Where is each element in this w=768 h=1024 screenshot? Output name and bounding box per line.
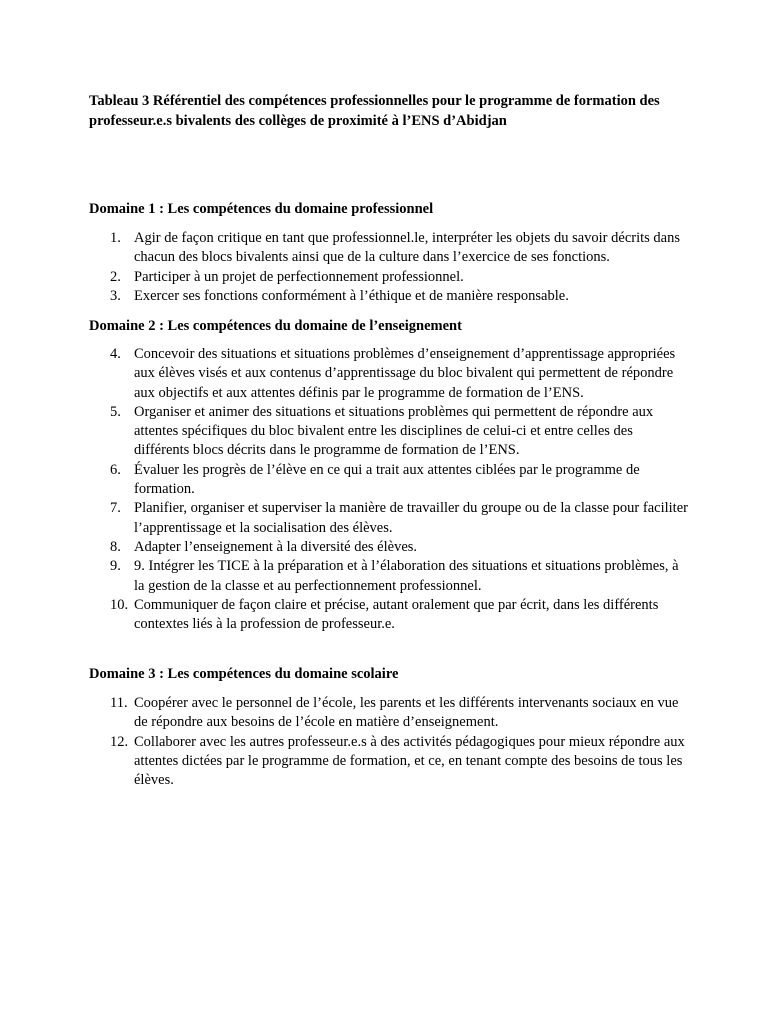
table-title: Tableau 3 Référentiel des compétences professionnelles pour le programme de formation des professeur.e.s bivalents des collèges de proximité à l’ENS d’Abidjan	[89, 93, 660, 129]
list-item	[0, 268, 768, 287]
item-text: Participer à un projet de perfectionnement professionnel.	[134, 268, 464, 285]
domain-1-heading: Domaine 1 : Les compétences du domaine professionnel	[89, 201, 434, 217]
item-number: 4.	[110, 346, 121, 362]
item-text: Adapter l’enseignement à la diversité des élèves.	[134, 538, 418, 555]
item-number: 11.	[110, 695, 128, 711]
list-item	[0, 403, 768, 461]
item-number: 1.	[110, 230, 121, 246]
list-item	[0, 596, 768, 635]
list-item	[0, 461, 768, 500]
item-text: Coopérer avec le personnel de l’école, les parents et les différents intervenants sociaux en vue de répondre aux besoins de l’école en matière d’enseignement.	[134, 695, 679, 731]
domain-1-list	[0, 229, 768, 306]
item-text: Évaluer les progrès de l’élève en ce qui a trait aux attentes ciblées par le programme de formation.	[134, 461, 640, 498]
item-number: 2.	[110, 268, 121, 285]
item-number: 9.	[110, 558, 121, 575]
list-item	[0, 557, 768, 596]
item-text: Exercer ses fonctions conformément à l’éthique et de manière responsable.	[134, 287, 569, 304]
list-item	[0, 287, 768, 306]
list-item	[0, 538, 768, 557]
domain-3-list	[0, 694, 768, 790]
item-number: 6.	[110, 461, 121, 478]
domain-2-heading: Domaine 2 : Les compétences du domaine de l’enseignement	[89, 318, 462, 334]
item-text: Concevoir des situations et situations problèmes d’enseignement d’apprentissage appropriées aux élèves visés et aux contenus d’apprentissage du bloc bivalent qui permettent de répondre aux objectifs et aux attentes définis par le programme de formation de l’ENS.	[134, 346, 676, 401]
item-text: Planifier, organiser et superviser la manière de travailler du groupe ou de la classe pour faciliter l’apprentissage et la socialisation des élèves.	[134, 500, 688, 536]
item-text: Communiquer de façon claire et précise, autant oralement que par écrit, dans les différents contextes liés à la profession de professeur.e.	[134, 596, 659, 633]
item-text: Agir de façon critique en tant que professionnel.le, interpréter les objets du savoir décrits dans chacun des blocs bivalents ainsi que de la culture dans l’exercice de ses fonctions.	[134, 230, 680, 266]
item-number: 7.	[110, 500, 121, 517]
item-text: Collaborer avec les autres professeur.e.s à des activités pédagogiques pour mieux répondre aux attentes dictées par le programme de formation, et ce, en tenant compte des besoins de tous les élèves.	[134, 733, 685, 789]
item-text: 9. Intégrer les TICE à la préparation et à l’élaboration des situations et situations problèmes, à la gestion de la classe et au perfectionnement professionnel.	[134, 558, 679, 594]
list-item	[0, 733, 768, 791]
item-number: 12.	[110, 733, 129, 750]
item-number: 5.	[110, 403, 121, 420]
item-number: 3.	[110, 287, 121, 304]
item-text: Organiser et animer des situations et situations problèmes qui permettent de répondre aux attentes spécifiques du bloc bivalent entre les disciplines de celui-ci et entre celles des différents blocs décrits dans le programme de formation de l’ENS.	[134, 403, 654, 459]
list-item	[0, 229, 768, 268]
domain-2-list	[0, 345, 768, 634]
item-number: 8.	[110, 538, 121, 555]
list-item	[0, 499, 768, 538]
domain-3-heading: Domaine 3 : Les compétences du domaine scolaire	[89, 666, 399, 682]
list-item	[0, 345, 768, 403]
item-number: 10.	[110, 596, 129, 613]
list-item	[0, 694, 768, 733]
